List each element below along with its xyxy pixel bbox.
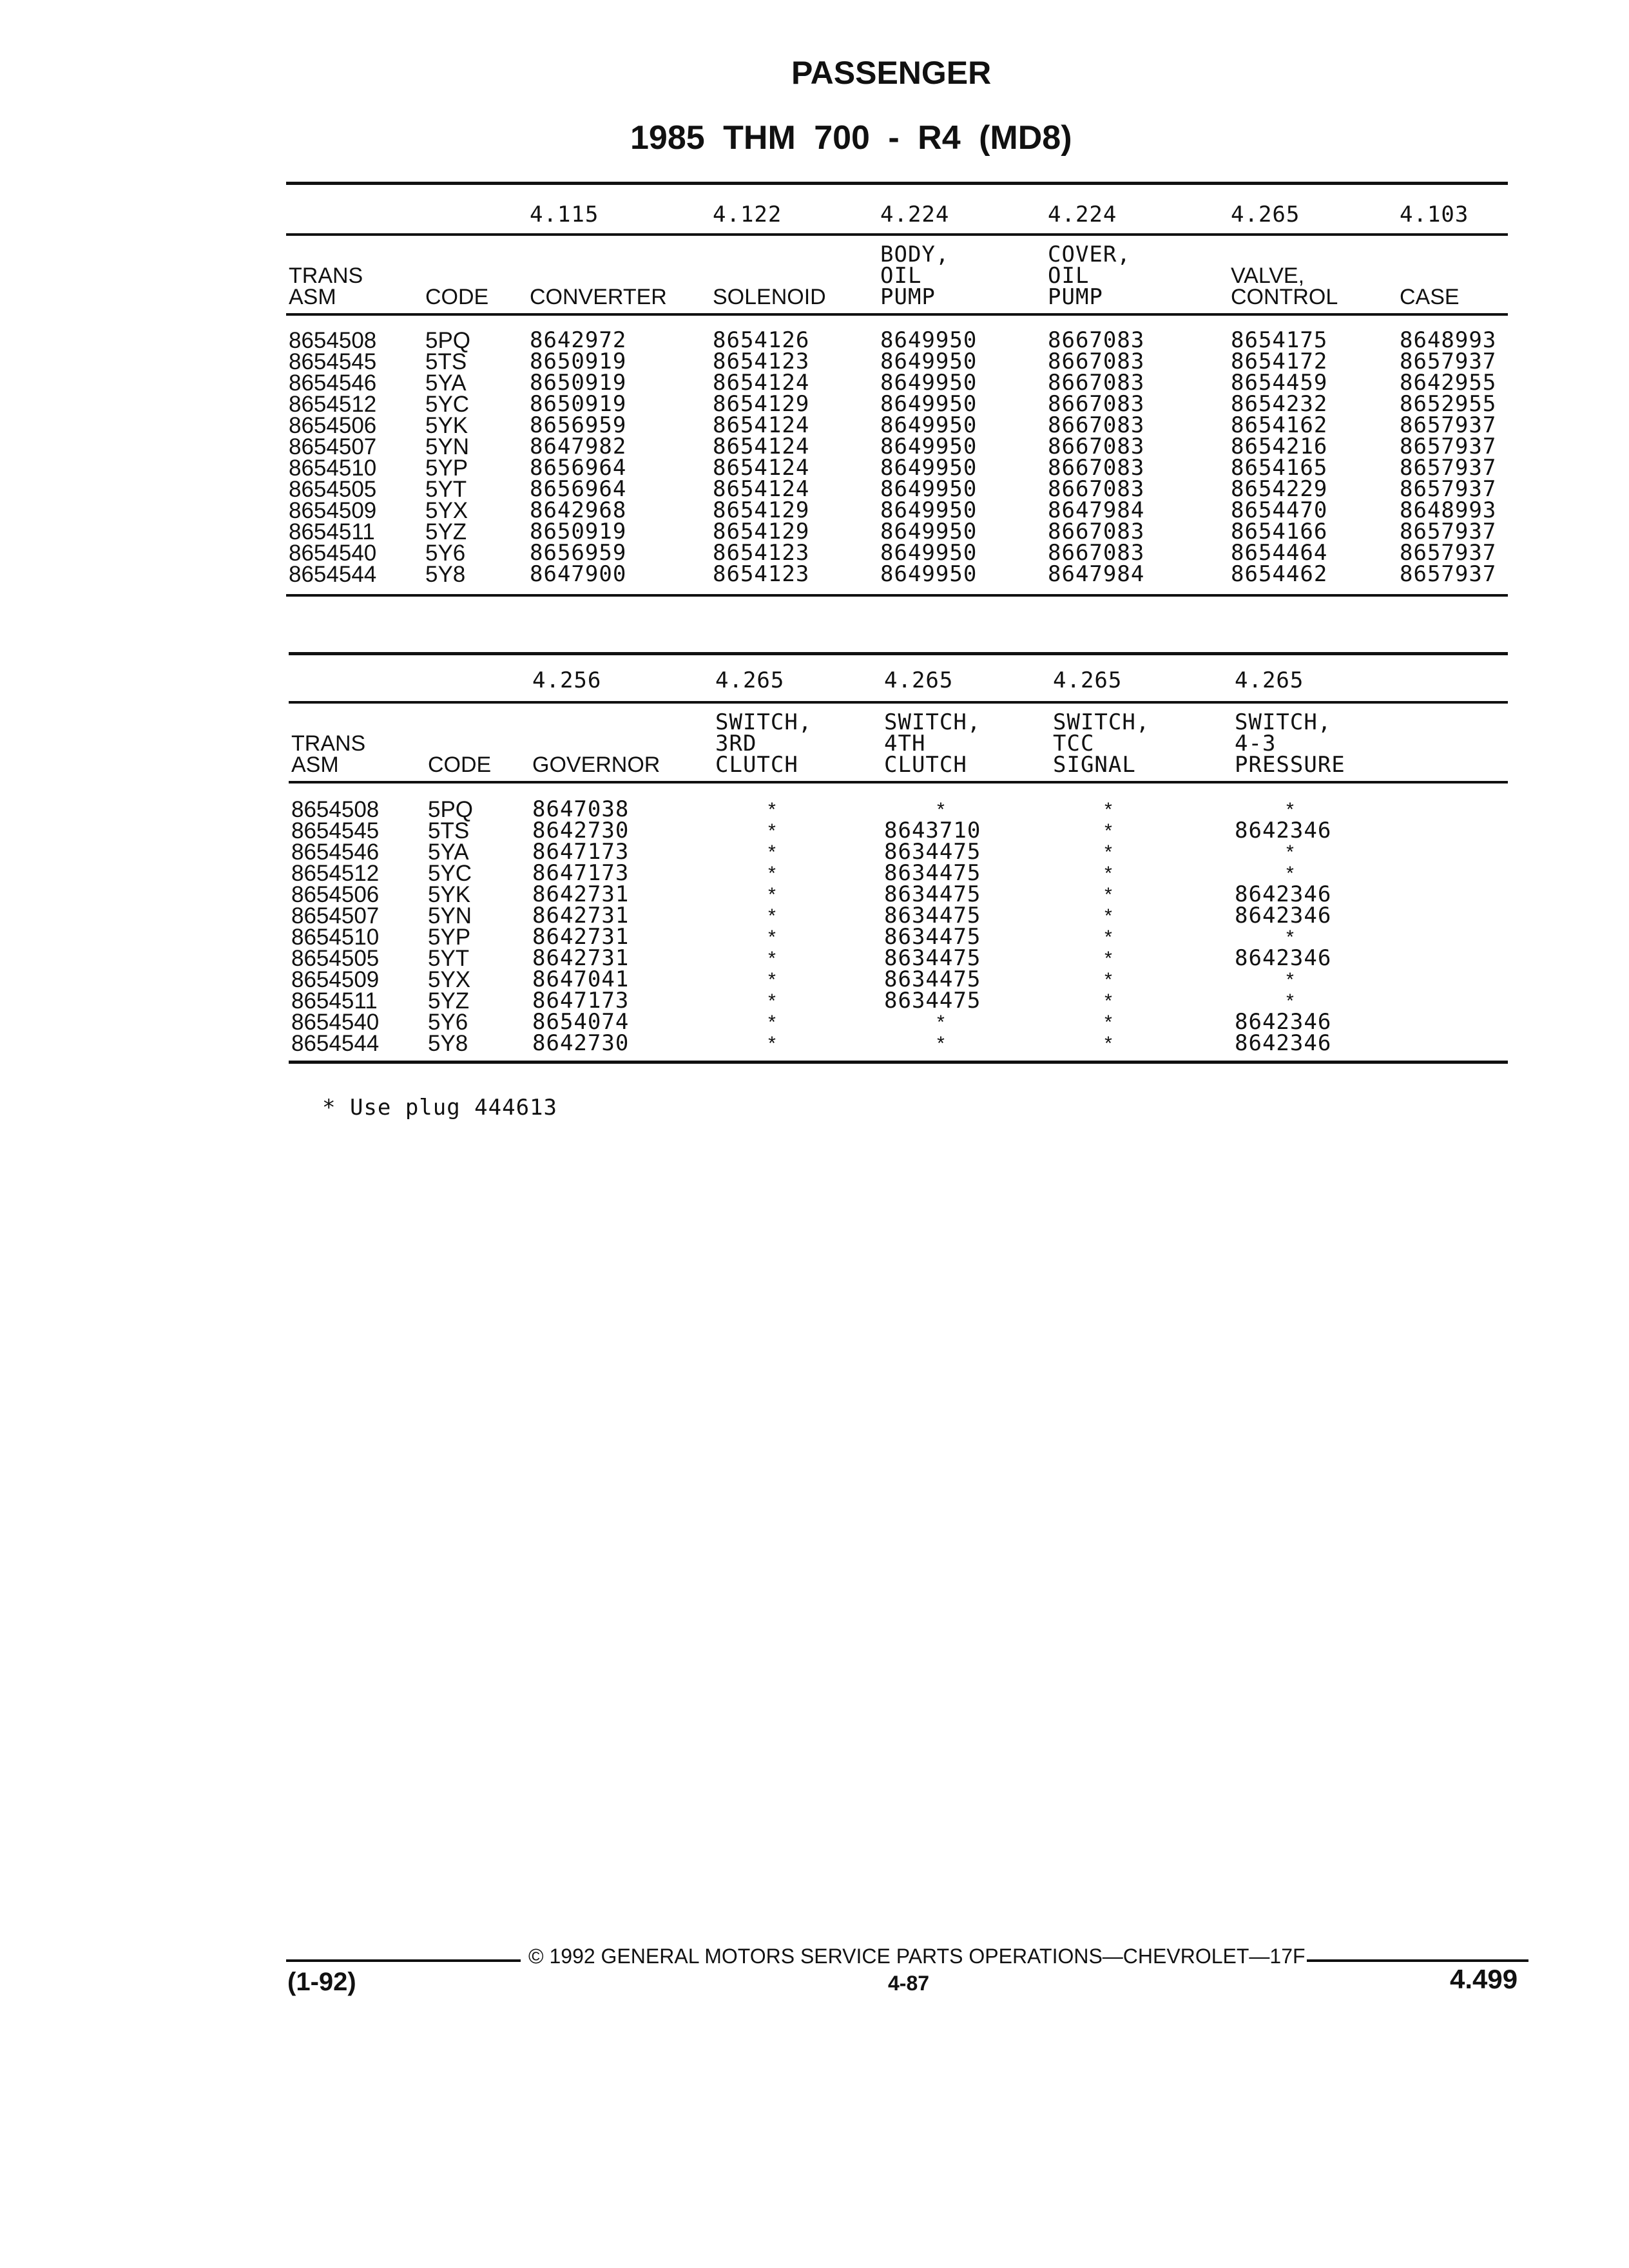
table2-cell-switch-4th-clutch-asterisk: * [937, 1033, 945, 1054]
table2-header-switch-3rd-clutch: CLUTCH [715, 752, 798, 778]
footer-rule-right [1307, 1959, 1528, 1962]
table2-cell-code: 5YA [428, 840, 469, 865]
table2-cell-governor: 8647173 [532, 839, 630, 865]
table2-cell-trans-asm: 8654544 [291, 1031, 380, 1056]
table1-cell-trans-asm: 8654509 [289, 498, 377, 523]
table2-section-ref: 4.256 [532, 668, 602, 693]
table1-header-trans-asm: TRANS [289, 264, 363, 288]
table1-cell-code: 5Y6 [425, 541, 466, 566]
table1-cell-code: 5YN [425, 434, 470, 459]
table1-cell-cover-oil-pump: 8667083 [1048, 349, 1145, 374]
table1-cell-converter: 8647982 [530, 434, 627, 459]
table1-cell-solenoid: 8654129 [713, 391, 810, 417]
table2-section-ref: 4.265 [1053, 668, 1123, 693]
table2-cell-governor: 8642731 [532, 945, 630, 971]
table2-header-switch-tcc-signal: SWITCH, [1053, 709, 1150, 735]
table2-cell-switch-tcc-signal-asterisk: * [1104, 1012, 1112, 1033]
table1-cell-trans-asm: 8654546 [289, 370, 377, 396]
table1-cell-cover-oil-pump: 8647984 [1048, 561, 1145, 587]
table2-cell-trans-asm: 8654540 [291, 1010, 380, 1035]
table2-section-ref: 4.265 [715, 668, 785, 693]
table1-cell-body-oil-pump: 8649950 [880, 476, 978, 502]
table1-cell-solenoid: 8654124 [713, 476, 810, 502]
table2-cell-switch-3rd-clutch-asterisk: * [768, 884, 776, 905]
table2-cell-switch-tcc-signal-asterisk: * [1104, 969, 1112, 990]
table2-cell-switch-4-3-pressure: 8642346 [1235, 881, 1332, 907]
table1-cell-code: 5YA [425, 370, 467, 396]
table2-cell-governor: 8647041 [532, 966, 630, 992]
table1-section-ref: 4.103 [1400, 202, 1469, 227]
table2-cell-switch-3rd-clutch-asterisk: * [768, 905, 776, 927]
table1-cell-case: 8657937 [1400, 455, 1497, 481]
table1-ref-rule [286, 233, 1508, 236]
table1-cell-cover-oil-pump: 8667083 [1048, 540, 1145, 566]
table1-cell-converter: 8656964 [530, 455, 627, 481]
table2-cell-trans-asm: 8654508 [291, 797, 380, 822]
table1-cell-converter: 8647900 [530, 561, 627, 587]
table2-cell-switch-3rd-clutch-asterisk: * [768, 841, 776, 863]
table1-header-cover-oil-pump: COVER, [1048, 242, 1131, 267]
table2-cell-switch-4th-clutch: 8634475 [884, 839, 981, 865]
table2-cell-switch-4-3-pressure-asterisk: * [1286, 990, 1294, 1012]
table2-cell-switch-4-3-pressure: 8642346 [1235, 1030, 1332, 1056]
table2-cell-switch-3rd-clutch-asterisk: * [768, 969, 776, 990]
table2-cell-code: 5YC [428, 861, 472, 886]
table1-cell-trans-asm: 8654510 [289, 456, 377, 481]
table2-cell-switch-3rd-clutch-asterisk: * [768, 799, 776, 820]
table2-header-governor: GOVERNOR [532, 753, 660, 777]
table1-cell-case: 8642955 [1400, 370, 1497, 396]
table1-header-case: CASE [1400, 285, 1460, 309]
table2-cell-switch-3rd-clutch-asterisk: * [768, 863, 776, 884]
table1-cell-trans-asm: 8654540 [289, 541, 377, 566]
footer-revision: (1-92) [287, 1968, 356, 1996]
table1-cell-valve-control: 8654175 [1231, 327, 1328, 353]
table2-cell-trans-asm: 8654512 [291, 861, 380, 886]
table2-cell-code: 5Y8 [428, 1031, 468, 1056]
table2-cell-switch-tcc-signal-asterisk: * [1104, 884, 1112, 905]
table1-cell-code: 5YC [425, 392, 470, 417]
table2-cell-switch-4th-clutch: 8634475 [884, 924, 981, 950]
table1-header-solenoid: SOLENOID [713, 285, 826, 309]
table1-cell-cover-oil-pump: 8667083 [1048, 434, 1145, 459]
table2-header-switch-4-3-pressure: 4-3 [1235, 731, 1277, 756]
table1-cell-code: 5YZ [425, 519, 467, 544]
table1-cell-trans-asm: 8654544 [289, 562, 377, 587]
table2-header-trans-asm: ASM [291, 753, 339, 777]
table2-cell-switch-3rd-clutch-asterisk: * [768, 1012, 776, 1033]
table1-cell-solenoid: 8654126 [713, 327, 810, 353]
table1-cell-trans-asm: 8654505 [289, 477, 377, 502]
table2-cell-governor: 8642731 [532, 903, 630, 928]
table1-cell-case: 8657937 [1400, 434, 1497, 459]
table2-cell-switch-4th-clutch: 8634475 [884, 903, 981, 928]
table1-cell-solenoid: 8654123 [713, 540, 810, 566]
table2-cell-switch-tcc-signal-asterisk: * [1104, 905, 1112, 927]
table1-cell-code: 5TS [425, 349, 467, 374]
table1-cell-body-oil-pump: 8649950 [880, 349, 978, 374]
table1-section-ref: 4.224 [880, 202, 950, 227]
table2-cell-governor: 8642730 [532, 818, 630, 843]
table2-cell-trans-asm: 8654546 [291, 840, 380, 865]
table1-cell-code: 5YX [425, 498, 468, 523]
table1-cell-cover-oil-pump: 8667083 [1048, 455, 1145, 481]
table1-cell-valve-control: 8654166 [1231, 519, 1328, 544]
table1-cell-code: 5Y8 [425, 562, 466, 587]
table2-cell-code: 5YK [428, 882, 471, 907]
table1-header-code: CODE [425, 285, 489, 309]
table2-cell-switch-tcc-signal-asterisk: * [1104, 948, 1112, 969]
table2-cell-governor: 8647173 [532, 988, 630, 1014]
table2-cell-trans-asm: 8654510 [291, 925, 380, 950]
table1-section-ref: 4.115 [530, 202, 599, 227]
table2-cell-trans-asm: 8654545 [291, 818, 380, 843]
table1-cell-trans-asm: 8654508 [289, 328, 377, 353]
table1-cell-code: 5YT [425, 477, 467, 502]
table1-cell-cover-oil-pump: 8667083 [1048, 412, 1145, 438]
table2-cell-code: 5TS [428, 818, 470, 843]
table1-cell-valve-control: 8654229 [1231, 476, 1328, 502]
table1-cell-solenoid: 8654129 [713, 497, 810, 523]
table2-cell-switch-4-3-pressure-asterisk: * [1286, 799, 1294, 820]
table1-cell-body-oil-pump: 8649950 [880, 561, 978, 587]
table2-header-switch-3rd-clutch: 3RD [715, 731, 757, 756]
table2-header-switch-tcc-signal: SIGNAL [1053, 752, 1136, 778]
table1-cell-code: 5PQ [425, 328, 471, 353]
table2-cell-switch-4th-clutch-asterisk: * [937, 1012, 945, 1033]
table1-cell-solenoid: 8654123 [713, 349, 810, 374]
table2-cell-switch-4th-clutch: 8634475 [884, 860, 981, 886]
table2-cell-code: 5YZ [428, 988, 470, 1014]
table1-cell-case: 8648993 [1400, 327, 1497, 353]
table1-cell-converter: 8656959 [530, 412, 627, 438]
table2-cell-switch-4th-clutch: 8634475 [884, 945, 981, 971]
table1-cell-body-oil-pump: 8649950 [880, 497, 978, 523]
table1-cell-body-oil-pump: 8649950 [880, 412, 978, 438]
table2-header-switch-4th-clutch: CLUTCH [884, 752, 967, 778]
table2-cell-trans-asm: 8654511 [291, 988, 378, 1014]
table2-cell-switch-4th-clutch-asterisk: * [937, 799, 945, 820]
table1-cell-converter: 8642972 [530, 327, 627, 353]
table1-cell-converter: 8650919 [530, 370, 627, 396]
table1-cell-body-oil-pump: 8649950 [880, 391, 978, 417]
table2-cell-governor: 8647038 [532, 796, 630, 822]
table2-header-switch-tcc-signal: TCC [1053, 731, 1095, 756]
table1-cell-body-oil-pump: 8649950 [880, 327, 978, 353]
table1-cell-case: 8657937 [1400, 540, 1497, 566]
table1-cell-body-oil-pump: 8649950 [880, 455, 978, 481]
table2-cell-code: 5PQ [428, 797, 474, 822]
table1-header-trans-asm: ASM [289, 285, 336, 309]
table1-cell-case: 8657937 [1400, 561, 1497, 587]
table1-cell-cover-oil-pump: 8647984 [1048, 497, 1145, 523]
table1-cell-valve-control: 8654232 [1231, 391, 1328, 417]
table1-cell-case: 8648993 [1400, 497, 1497, 523]
table2-header-switch-4-3-pressure: PRESSURE [1235, 752, 1345, 778]
page-title: PASSENGER [791, 55, 992, 91]
table2-cell-governor: 8642731 [532, 881, 630, 907]
footer-copyright: © 1992 GENERAL MOTORS SERVICE PARTS OPERATIONS—CHEVROLET—17F [528, 1945, 1306, 1968]
table1-cell-cover-oil-pump: 8667083 [1048, 391, 1145, 417]
table1-header-body-oil-pump: PUMP [880, 284, 936, 310]
table2-cell-switch-4-3-pressure-asterisk: * [1286, 863, 1294, 884]
table1-cell-case: 8657937 [1400, 476, 1497, 502]
table2-cell-switch-4th-clutch: 8634475 [884, 881, 981, 907]
table1-cell-valve-control: 8654216 [1231, 434, 1328, 459]
table2-cell-switch-3rd-clutch-asterisk: * [768, 948, 776, 969]
table2-cell-trans-asm: 8654509 [291, 967, 380, 992]
table2-cell-switch-4th-clutch: 8634475 [884, 988, 981, 1014]
footer-rule-left [286, 1959, 521, 1962]
table2-cell-switch-tcc-signal-asterisk: * [1104, 841, 1112, 863]
footnote: * Use plug 444613 [322, 1095, 557, 1120]
table1-cell-valve-control: 8654459 [1231, 370, 1328, 396]
table1-cell-valve-control: 8654162 [1231, 412, 1328, 438]
table1-section-ref: 4.265 [1231, 202, 1300, 227]
table2-cell-code: 5YP [428, 925, 471, 950]
table2-cell-switch-4-3-pressure: 8642346 [1235, 903, 1332, 928]
table2-cell-switch-tcc-signal-asterisk: * [1104, 927, 1112, 948]
table1-section-ref: 4.122 [713, 202, 782, 227]
table1-header-body-oil-pump: OIL [880, 263, 922, 289]
table1-header-rule [286, 313, 1508, 316]
table1-cell-valve-control: 8654464 [1231, 540, 1328, 566]
table2-cell-governor: 8642730 [532, 1030, 630, 1056]
table1-cell-converter: 8650919 [530, 519, 627, 544]
table2-cell-switch-4-3-pressure-asterisk: * [1286, 841, 1294, 863]
table2-section-ref: 4.265 [1235, 668, 1304, 693]
table1-section-ref: 4.224 [1048, 202, 1117, 227]
table1-cell-code: 5YK [425, 413, 468, 438]
table2-ref-rule [289, 701, 1508, 704]
table2-cell-governor: 8647173 [532, 860, 630, 886]
table2-cell-switch-3rd-clutch-asterisk: * [768, 820, 776, 841]
table1-cell-case: 8657937 [1400, 349, 1497, 374]
table2-header-code: CODE [428, 753, 492, 777]
table2-cell-switch-3rd-clutch-asterisk: * [768, 1033, 776, 1054]
table1-cell-case: 8657937 [1400, 412, 1497, 438]
table2-header-switch-4th-clutch: SWITCH, [884, 709, 981, 735]
table2-cell-code: 5YT [428, 946, 470, 971]
footer-section-number: 4.499 [1450, 1964, 1518, 1994]
page-subtitle: 1985 THM 700 - R4 (MD8) [630, 119, 1072, 157]
table1-cell-converter: 8656964 [530, 476, 627, 502]
table1-cell-trans-asm: 8654507 [289, 434, 377, 459]
table2-cell-trans-asm: 8654507 [291, 903, 380, 928]
table1-cell-solenoid: 8654124 [713, 455, 810, 481]
table2-top-rule [289, 652, 1508, 655]
table1-cell-converter: 8656959 [530, 540, 627, 566]
table1-header-valve-control: VALVE, [1231, 264, 1305, 288]
table1-cell-solenoid: 8654124 [713, 370, 810, 396]
table1-cell-cover-oil-pump: 8667083 [1048, 370, 1145, 396]
table1-cell-cover-oil-pump: 8667083 [1048, 476, 1145, 502]
table1-cell-cover-oil-pump: 8667083 [1048, 519, 1145, 544]
table1-cell-body-oil-pump: 8649950 [880, 434, 978, 459]
table2-cell-code: 5YN [428, 903, 472, 928]
table2-cell-switch-tcc-signal-asterisk: * [1104, 1033, 1112, 1054]
table1-header-cover-oil-pump: OIL [1048, 263, 1090, 289]
table2-cell-code: 5YX [428, 967, 471, 992]
footer-page-ref: 4-87 [888, 1972, 930, 1995]
table1-cell-solenoid: 8654124 [713, 434, 810, 459]
table1-cell-converter: 8642968 [530, 497, 627, 523]
table2-cell-code: 5Y6 [428, 1010, 468, 1035]
table1-cell-body-oil-pump: 8649950 [880, 519, 978, 544]
table1-cell-valve-control: 8654165 [1231, 455, 1328, 481]
table2-cell-switch-3rd-clutch-asterisk: * [768, 990, 776, 1012]
table1-cell-solenoid: 8654123 [713, 561, 810, 587]
table1-cell-code: 5YP [425, 456, 468, 481]
table2-header-trans-asm: TRANS [291, 731, 366, 756]
table2-cell-switch-tcc-signal-asterisk: * [1104, 799, 1112, 820]
table1-cell-cover-oil-pump: 8667083 [1048, 327, 1145, 353]
table1-cell-valve-control: 8654462 [1231, 561, 1328, 587]
table1-header-cover-oil-pump: PUMP [1048, 284, 1103, 310]
table2-cell-switch-tcc-signal-asterisk: * [1104, 863, 1112, 884]
table1-cell-case: 8657937 [1400, 519, 1497, 544]
table1-cell-solenoid: 8654129 [713, 519, 810, 544]
table1-header-body-oil-pump: BODY, [880, 242, 950, 267]
table2-cell-switch-4th-clutch: 8634475 [884, 966, 981, 992]
table1-cell-converter: 8650919 [530, 349, 627, 374]
table1-cell-converter: 8650919 [530, 391, 627, 417]
table2-cell-switch-tcc-signal-asterisk: * [1104, 820, 1112, 841]
table1-header-converter: CONVERTER [530, 285, 667, 309]
table1-cell-trans-asm: 8654506 [289, 413, 377, 438]
table1-cell-solenoid: 8654124 [713, 412, 810, 438]
table2-cell-switch-3rd-clutch-asterisk: * [768, 927, 776, 948]
table2-cell-switch-4-3-pressure-asterisk: * [1286, 927, 1294, 948]
table1-cell-valve-control: 8654470 [1231, 497, 1328, 523]
table2-header-switch-4th-clutch: 4TH [884, 731, 926, 756]
table2-cell-trans-asm: 8654505 [291, 946, 380, 971]
table2-cell-governor: 8642731 [532, 924, 630, 950]
table2-cell-switch-4-3-pressure: 8642346 [1235, 1009, 1332, 1035]
table1-top-rule [286, 182, 1508, 185]
table2-cell-switch-4-3-pressure: 8642346 [1235, 945, 1332, 971]
table2-cell-switch-tcc-signal-asterisk: * [1104, 990, 1112, 1012]
table2-bottom-rule [289, 1061, 1508, 1064]
table1-bottom-rule [286, 594, 1508, 597]
table1-cell-trans-asm: 8654512 [289, 392, 377, 417]
table2-header-switch-3rd-clutch: SWITCH, [715, 709, 813, 735]
table2-cell-switch-4th-clutch: 8643710 [884, 818, 981, 843]
table2-header-rule [289, 781, 1508, 783]
table1-cell-body-oil-pump: 8649950 [880, 540, 978, 566]
table1-cell-case: 8652955 [1400, 391, 1497, 417]
table2-header-switch-4-3-pressure: SWITCH, [1235, 709, 1332, 735]
table2-section-ref: 4.265 [884, 668, 954, 693]
table1-cell-valve-control: 8654172 [1231, 349, 1328, 374]
table2-cell-switch-4-3-pressure-asterisk: * [1286, 969, 1294, 990]
table1-cell-body-oil-pump: 8649950 [880, 370, 978, 396]
table1-cell-trans-asm: 8654511 [289, 519, 375, 544]
table2-cell-trans-asm: 8654506 [291, 882, 380, 907]
table2-cell-switch-4-3-pressure: 8642346 [1235, 818, 1332, 843]
table2-cell-governor: 8654074 [532, 1009, 630, 1035]
table1-header-valve-control: CONTROL [1231, 285, 1338, 309]
table1-cell-trans-asm: 8654545 [289, 349, 377, 374]
